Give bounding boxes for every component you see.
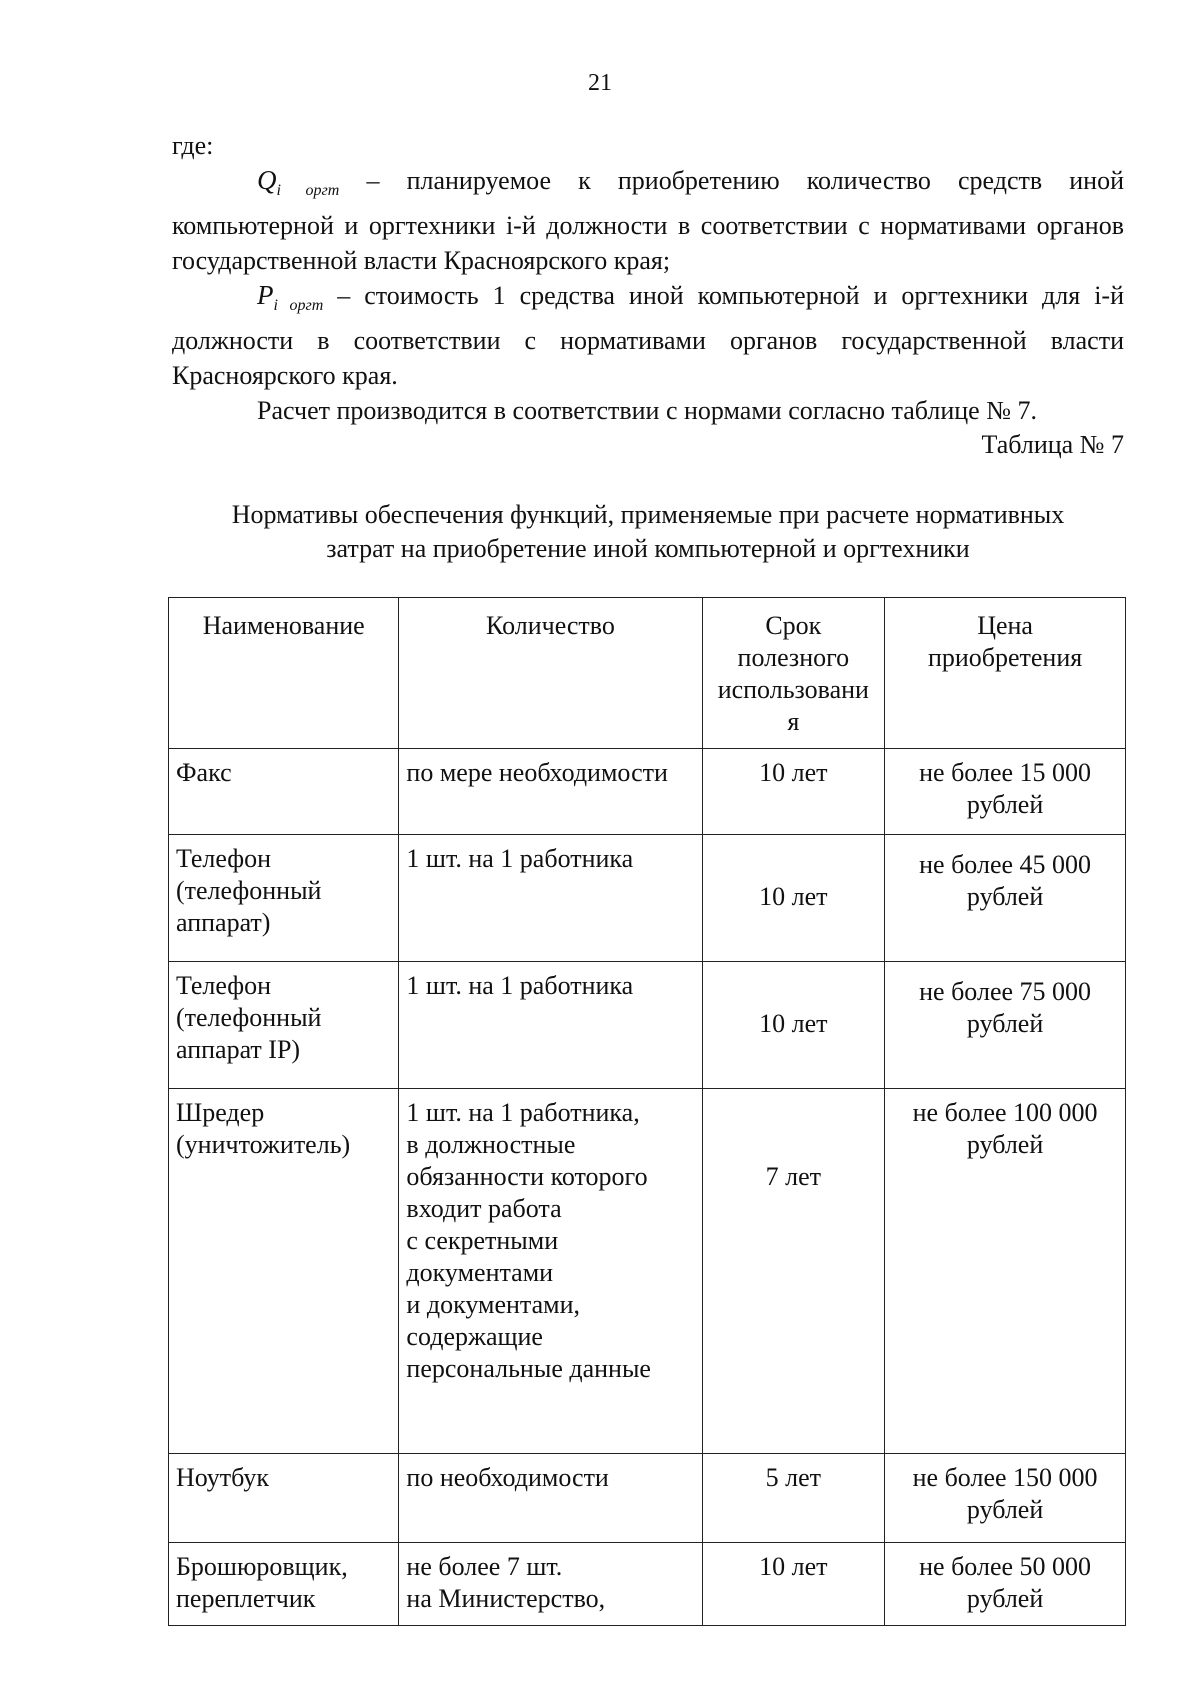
calc-note: Расчет производится в соответствии с нормами согласно таблице № 7. [257,396,1037,425]
page-number: 21 [588,70,612,96]
table-title-line-2: затрат на приобретение иной компьютерной и оргтехники [326,534,970,563]
table-title [172,498,1124,566]
cell-term: 7 лет [702,1089,885,1454]
cell-term: 5 лет [702,1454,885,1543]
q-definition: $Q_{i оргт}$ – планируемое к приобретению количество средств иной компьютерной и оргтехники i-й должности в соответствии с нормативами органов государственной власти Красноярского края; [172,165,1124,275]
cell-quantity: по необходимости [399,1454,702,1543]
table-header-row [169,598,1126,749]
header-price: Цена приобретения [885,598,1126,749]
cell-quantity: 1 шт. на 1 работника [399,962,702,1089]
p-definition: $P_{i оргт}$ – стоимость 1 средства иной компьютерной и оргтехники для i-й должности в соответствии с нормативами органов государственной власти Красноярского края. [172,280,1124,390]
table-row [169,962,1126,1089]
cell-term: 10 лет [702,835,885,962]
cell-name: Телефон (телефонный аппарат IP) [169,962,399,1089]
cell-quantity: не более 7 шт. на Министерство, [399,1543,702,1626]
table-row [169,1543,1126,1626]
cell-term: 10 лет [702,1543,885,1626]
header-term: Срок полезного использовани я [702,598,885,749]
p-variable: $P_{i оргт}$ [257,280,324,314]
cell-price: не более 100 000 рублей [885,1089,1126,1454]
cell-price: не более 15 000 рублей [885,749,1126,835]
table-row [169,835,1126,962]
cell-price: не более 45 000 рублей [885,835,1126,962]
cell-quantity: 1 шт. на 1 работника, в должностные обязанности которого входит работа с секретными документами и документами, содержащие персональные данные [399,1089,702,1454]
cell-name: Шредер (уничтожитель) [169,1089,399,1454]
table-row [169,749,1126,835]
intro-text [172,128,1124,428]
cell-term: 10 лет [702,749,885,835]
cell-quantity: по мере необходимости [399,749,702,835]
table-title-line-1: Нормативы обеспечения функций, применяемые при расчете нормативных [231,500,1065,529]
table-row [169,1454,1126,1543]
cell-quantity: 1 шт. на 1 работника [399,835,702,962]
q-variable: $Q_{i оргт}$ [257,165,340,199]
cell-name: Брошюровщик, переплетчик [169,1543,399,1626]
cell-price: не более 150 000 рублей [885,1454,1126,1543]
table-row [169,1089,1126,1454]
cell-price: не более 50 000 рублей [885,1543,1126,1626]
cell-price: не более 75 000 рублей [885,962,1126,1089]
cell-name: Факс [169,749,399,835]
header-quantity: Количество [399,598,702,749]
where-label: где: [172,131,214,160]
cell-name: Телефон (телефонный аппарат) [169,835,399,962]
cell-term: 10 лет [702,962,885,1089]
norms-table [168,597,1126,1626]
table-number: Таблица № 7 [981,430,1124,459]
cell-name: Ноутбук [169,1454,399,1543]
header-name: Наименование [169,598,399,749]
